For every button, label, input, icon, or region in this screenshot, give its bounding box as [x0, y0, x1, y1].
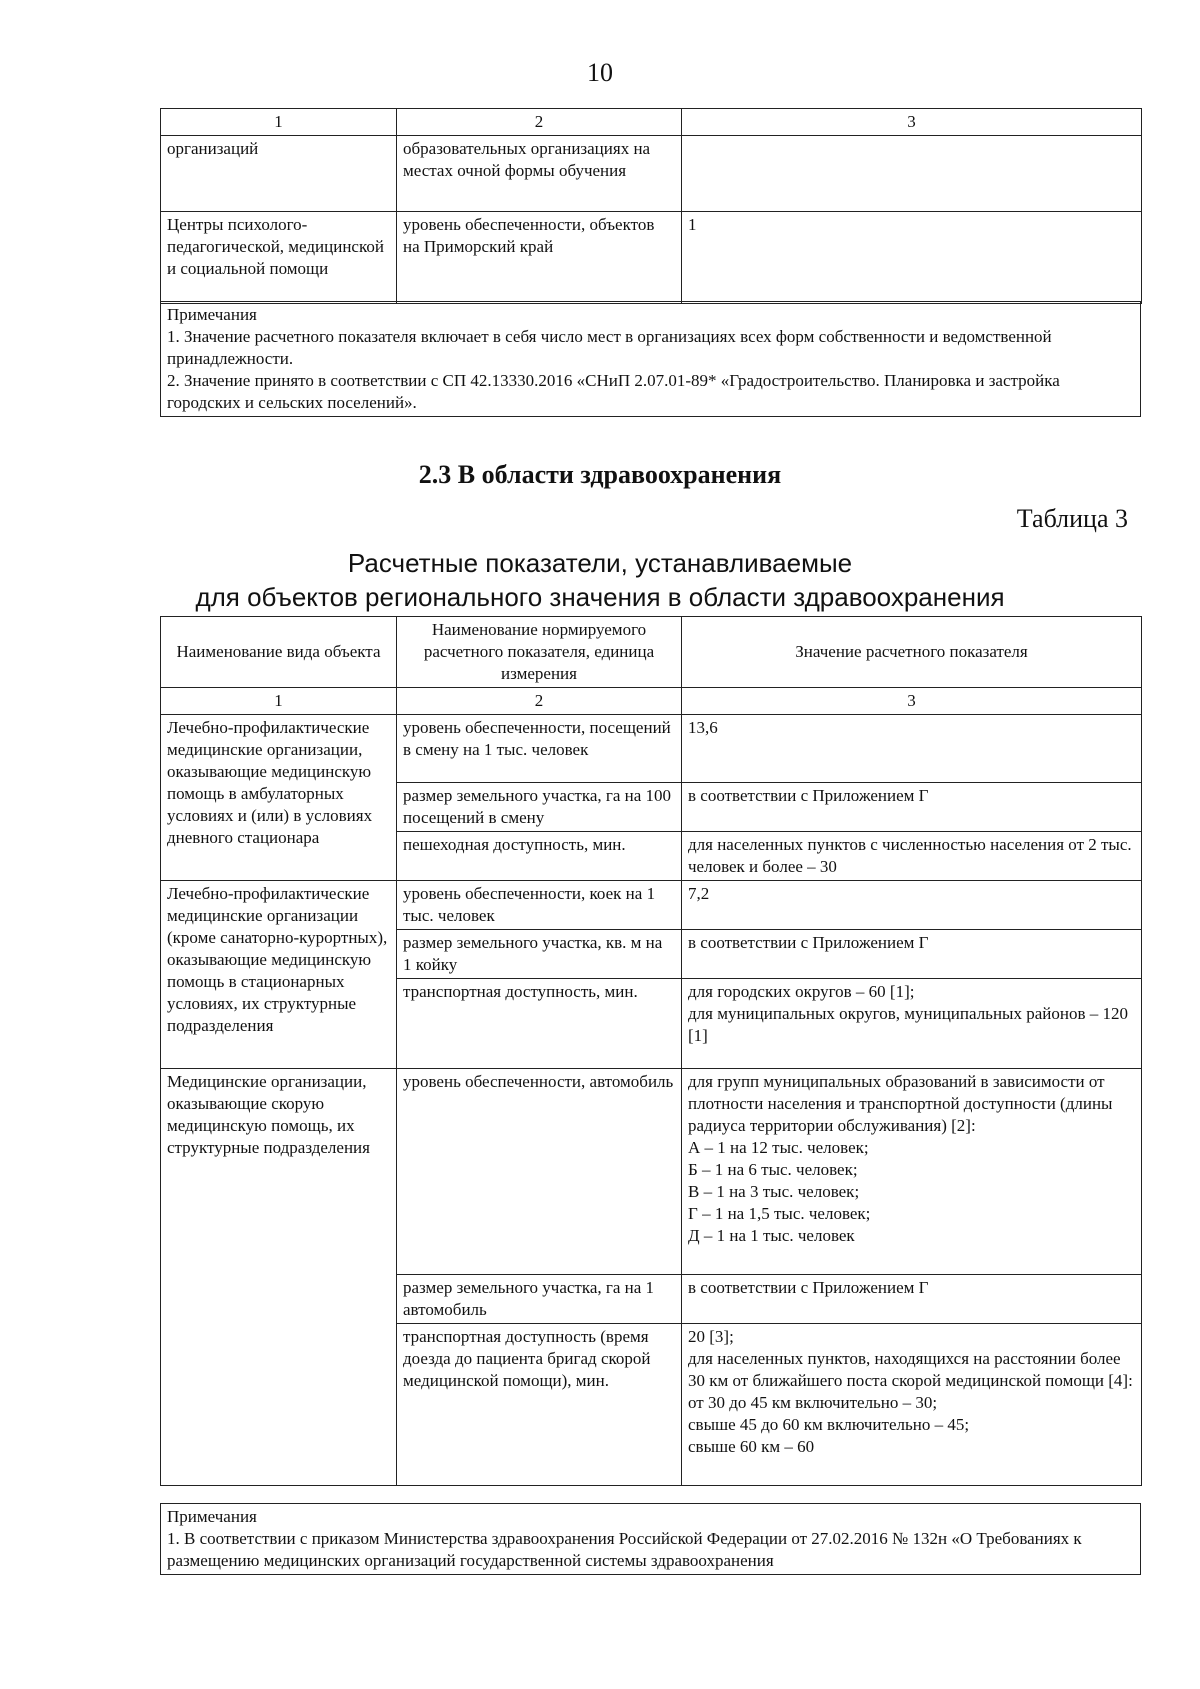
object-type-cell: Лечебно-профилактические медицинские организации (кроме санаторно-курортных), оказывающие медицинскую помощь в стационарных условиях, их структурные подразделения: [161, 881, 397, 1069]
table-caption-line: для объектов регионального значения в области здравоохранения: [195, 582, 1005, 612]
table-row: [161, 715, 1142, 783]
column-header: Наименование нормируемого расчетного показателя, единица измерения: [397, 617, 682, 688]
column-number-row: [161, 109, 1142, 136]
column-number: 1: [161, 688, 397, 715]
indicator-cell: уровень обеспеченности, коек на 1 тыс. человек: [397, 881, 682, 930]
healthcare-indicators-table: [160, 616, 1142, 1486]
column-number: 2: [397, 688, 682, 715]
value-cell: 20 [3]; для населенных пунктов, находящихся на расстоянии более 30 км от ближайшего поста скорой медицинской помощи [4]: от 30 до 45 км включительно – 30; свыше 45 до 60 км включительно – 45; свыше 60 км – 60: [682, 1324, 1142, 1486]
indicator-cell: уровень обеспеченности, объектов на Приморский край: [397, 212, 682, 304]
table-caption-line: Расчетные показатели, устанавливаемые: [347, 548, 853, 578]
indicator-cell: размер земельного участка, кв. м на 1 койку: [397, 930, 682, 979]
notes-title: Примечания: [167, 1507, 257, 1526]
value-cell: в соответствии с Приложением Г: [682, 1275, 1142, 1324]
value-cell: 7,2: [682, 881, 1142, 930]
indicator-cell: транспортная доступность, мин.: [397, 979, 682, 1069]
object-type-cell: Центры психолого-педагогической, медицинской и социальной помощи: [161, 212, 397, 304]
table-row: [161, 881, 1142, 930]
page-number: 10: [587, 58, 613, 87]
education-table-continuation: [160, 108, 1142, 304]
column-number: 3: [682, 109, 1142, 136]
object-type-cell: организаций: [161, 136, 397, 212]
indicator-cell: размер земельного участка, га на 1 автомобиль: [397, 1275, 682, 1324]
column-number: 1: [161, 109, 397, 136]
note-item: 2. Значение принято в соответствии с СП 42.13330.2016 «СНиП 2.07.01-89* «Градостроительство. Планировка и застройка городских и сельских поселений».: [167, 371, 1060, 412]
note-item: 1. В соответствии с приказом Министерства здравоохранения Российской Федерации от 27.02.2016 № 132н «О Требованиях к размещению медицинских организаций государственной системы здравоохранения: [167, 1529, 1082, 1570]
indicator-cell: образовательных организациях на местах очной формы обучения: [397, 136, 682, 212]
table-notes: [160, 301, 1141, 417]
indicator-cell: размер земельного участка, га на 100 посещений в смену: [397, 783, 682, 832]
value-cell: в соответствии с Приложением Г: [682, 783, 1142, 832]
column-number: 2: [397, 109, 682, 136]
column-number: 3: [682, 688, 1142, 715]
table-row: [161, 136, 1142, 212]
table-notes: [160, 1503, 1141, 1575]
value-cell: в соответствии с Приложением Г: [682, 930, 1142, 979]
object-type-cell: Медицинские организации, оказывающие скорую медицинскую помощь, их структурные подразделения: [161, 1069, 397, 1486]
indicator-cell: пешеходная доступность, мин.: [397, 832, 682, 881]
table-caption: [0, 546, 1200, 614]
indicator-cell: транспортная доступность (время доезда до пациента бригад скорой медицинской помощи), мин.: [397, 1324, 682, 1486]
note-item: 1. Значение расчетного показателя включает в себя число мест в организациях всех форм собственности и ведомственной принадлежности.: [167, 327, 1052, 368]
value-cell: 13,6: [682, 715, 1142, 783]
value-cell: для городских округов – 60 [1]; для муниципальных округов, муниципальных районов – 120 [1]: [682, 979, 1142, 1069]
column-header: Наименование вида объекта: [161, 617, 397, 688]
value-cell: 1: [682, 212, 1142, 304]
table-row: [161, 1069, 1142, 1275]
indicator-cell: уровень обеспеченности, посещений в смену на 1 тыс. человек: [397, 715, 682, 783]
object-type-cell: Лечебно-профилактические медицинские организации, оказывающие медицинскую помощь в амбулаторных условиях и (или) в условиях дневного стационара: [161, 715, 397, 881]
column-number-row: [161, 688, 1142, 715]
value-cell: [682, 136, 1142, 212]
column-header: Значение расчетного показателя: [682, 617, 1142, 688]
table-row: [161, 212, 1142, 304]
notes-title: Примечания: [167, 305, 257, 324]
indicator-cell: уровень обеспеченности, автомобиль: [397, 1069, 682, 1275]
table-label: Таблица 3: [1016, 504, 1128, 533]
value-cell: для населенных пунктов с численностью населения от 2 тыс. человек и более – 30: [682, 832, 1142, 881]
value-cell: для групп муниципальных образований в зависимости от плотности населения и транспортной доступности (длины радиуса территории обслуживания) [2]: А – 1 на 12 тыс. человек; Б – 1 на 6 тыс. человек; В – 1 на 3 тыс. человек; Г – 1 на 1,5 тыс. человек; Д – 1 на 1 тыс. человек: [682, 1069, 1142, 1275]
section-heading: 2.3 В области здравоохранения: [418, 460, 782, 489]
table-header-row: [161, 617, 1142, 688]
